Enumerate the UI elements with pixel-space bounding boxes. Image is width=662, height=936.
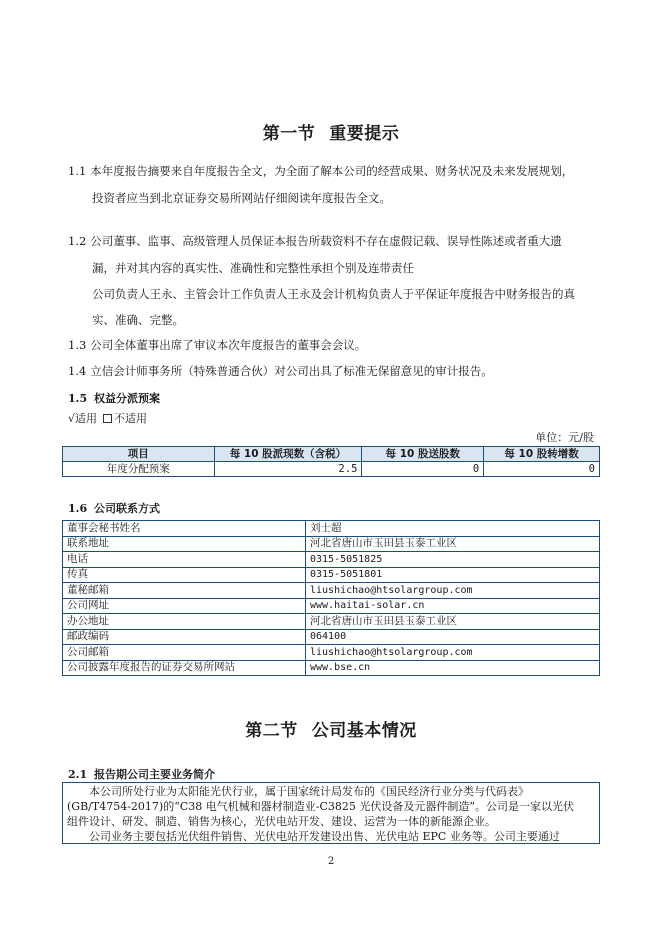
table-row — [63, 552, 600, 568]
dividend-heading: 1.5 权益分派预案 — [68, 392, 160, 405]
table-cell: 公司网址 — [63, 598, 306, 614]
table-cell: 064100 — [306, 629, 600, 645]
email-link[interactable]: liushichao@htsolargroup.com — [306, 645, 600, 661]
dividend-table — [62, 446, 600, 477]
table-header: 每 10 股派现数（含税） — [214, 447, 362, 462]
table-cell: 董事会秘书姓名 — [63, 521, 306, 537]
checkbox-icon — [103, 414, 112, 423]
table-cell: 0315-5051825 — [306, 552, 600, 568]
table-header-row — [63, 447, 600, 462]
business-heading: 2.1 报告期公司主要业务简介 — [68, 768, 215, 781]
paragraph-1-2-line2: 漏，并对其内容的真实性、准确性和完整性承担个别及连带责任 — [92, 261, 414, 275]
table-row — [63, 536, 600, 552]
table-row — [63, 598, 600, 614]
table-header: 项目 — [63, 447, 215, 462]
applicable-option: √适用 — [68, 412, 98, 425]
table-cell: 2.5 — [214, 462, 362, 477]
table-cell: 年度分配预案 — [63, 462, 215, 477]
table-row — [63, 462, 600, 477]
table-header: 每 10 股转增数 — [484, 447, 600, 462]
website-link[interactable]: www.haitai-solar.cn — [306, 598, 600, 614]
table-row — [63, 614, 600, 630]
page-number: 2 — [327, 856, 335, 867]
paragraph-1-2-line4: 实、准确、完整。 — [92, 313, 184, 327]
table-cell: 联系地址 — [63, 536, 306, 552]
table-row — [63, 660, 600, 676]
table-row — [63, 583, 600, 599]
table-cell: 0 — [362, 462, 484, 477]
table-cell: 公司邮箱 — [63, 645, 306, 661]
table-cell: 办公地址 — [63, 614, 306, 630]
paragraph-1-2: 1.2 公司董事、监事、高级管理人员保证本报告所载资料不存在虚假记载、误导性陈述或者重大遗 — [68, 234, 562, 248]
table-cell: 电话 — [63, 552, 306, 568]
table-cell: 河北省唐山市玉田县玉泰工业区 — [306, 536, 600, 552]
business-paragraph: 本公司所处行业为太阳能光伏行业，属于国家统计局发布的《国民经济行业分类与代码表》 — [89, 785, 529, 798]
table-cell: 刘士超 — [306, 521, 600, 537]
not-applicable-option: 不适用 — [114, 412, 148, 425]
paragraph-1-3: 1.3 公司全体董事出席了审议本次年度报告的董事会会议。 — [68, 338, 367, 352]
business-summary-box — [62, 782, 600, 844]
applicability-line — [68, 410, 147, 426]
table-row — [63, 567, 600, 583]
email-link[interactable]: liushichao@htsolargroup.com — [306, 583, 600, 599]
table-row — [63, 629, 600, 645]
table-header: 每 10 股送股数 — [362, 447, 484, 462]
table-cell: 河北省唐山市玉田县玉泰工业区 — [306, 614, 600, 630]
table-cell: 董秘邮箱 — [63, 583, 306, 599]
business-paragraph: 公司业务主要包括光伏组件销售、光伏电站开发建设出售、光伏电站 EPC 业务等。公司主要通过 — [89, 830, 560, 843]
contact-table — [62, 520, 600, 676]
table-cell: 0 — [484, 462, 600, 477]
contact-heading: 1.6 公司联系方式 — [68, 502, 160, 515]
paragraph-1-1: 1.1 本年度报告摘要来自年度报告全文，为全面了解本公司的经营成果、财务状况及未来发展规划， — [68, 164, 574, 178]
business-line: 组件设计、研发、制造、销售为核心，光伏电站开发、建设、运营为一体的新能源企业。 — [67, 815, 496, 828]
table-cell: 邮政编码 — [63, 629, 306, 645]
paragraph-1-2-line3: 公司负责人王永、主管会计工作负责人王永及会计机构负责人于平保证年度报告中财务报告的真 — [92, 287, 575, 301]
section-1-title: 第一节 重要提示 — [262, 124, 400, 144]
paragraph-1-4: 1.4 立信会计师事务所（特殊普通合伙）对公司出具了标准无保留意见的审计报告。 — [68, 364, 493, 378]
table-cell: 公司披露年度报告的证券交易所网站 — [63, 660, 306, 676]
table-row — [63, 645, 600, 661]
business-line: (GB/T4754-2017)的“C38 电气机械和器材制造业-C3825 光伏设备及元器件制造”。公司是一家以光伏 — [67, 800, 574, 813]
section-2-title: 第二节 公司基本情况 — [245, 721, 417, 741]
table-cell: 0315-5051801 — [306, 567, 600, 583]
paragraph-1-1-line2: 投资者应当到北京证券交易所网站仔细阅读年度报告全文。 — [92, 191, 391, 205]
table-row — [63, 521, 600, 537]
table-cell: 传真 — [63, 567, 306, 583]
website-link[interactable]: www.bse.cn — [306, 660, 600, 676]
unit-label: 单位：元/股 — [535, 431, 594, 444]
